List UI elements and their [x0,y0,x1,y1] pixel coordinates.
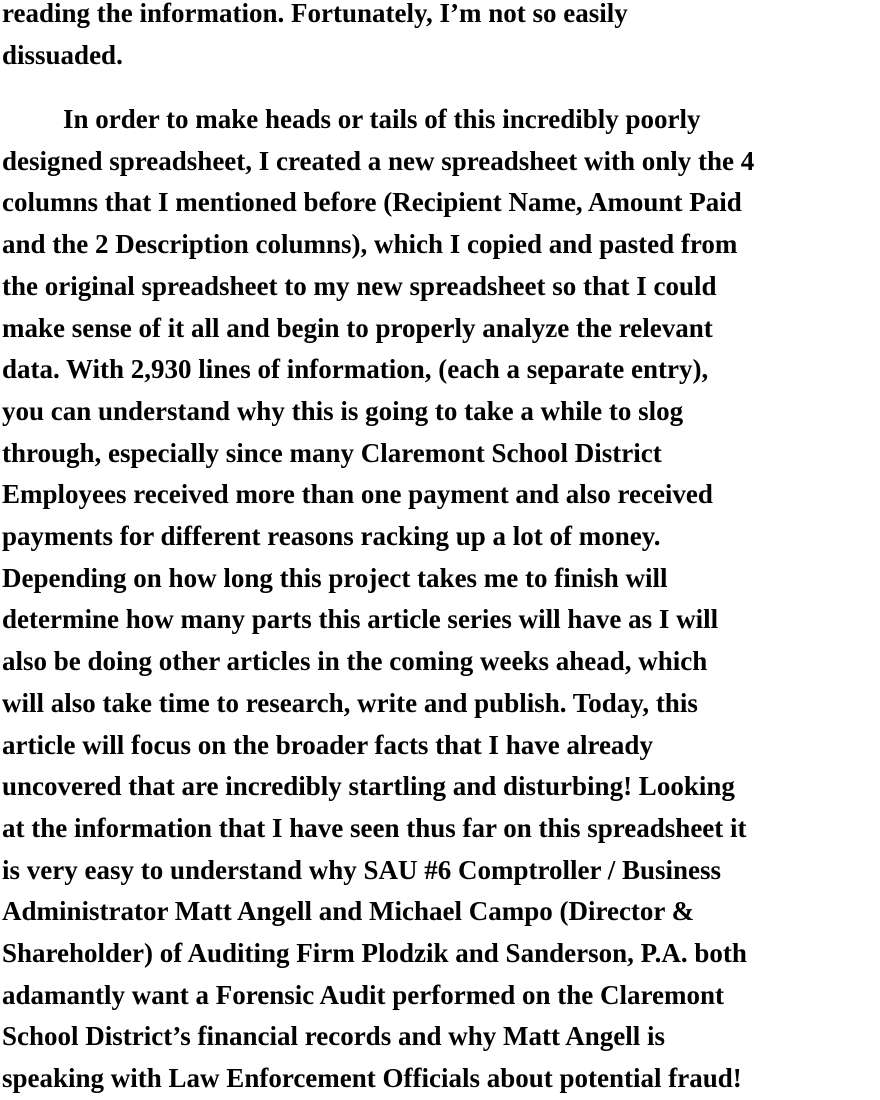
text-line: Employees received more than one payment and also received [2,479,713,510]
text-line: reading the information. Fortunately, I’m not so easily [2,0,628,28]
text-line: dissuaded. [2,39,123,70]
text-line: is very easy to understand why SAU #6 Comptroller / Business [2,854,722,885]
text-line: payments for different reasons racking up a lot of money. [2,521,661,552]
text-line: will also take time to research, write and publish. Today, this [2,687,698,718]
text-line: article will focus on the broader facts that I have already [2,729,653,760]
text-line: you can understand why this is going to take a while to slog [2,395,684,426]
text-line: designed spreadsheet, I created a new spreadsheet with only the 4 [2,145,755,176]
text-line: speaking with Law Enforcement Officials about potential fraud! [2,1063,742,1094]
text-line: make sense of it all and begin to properly analyze the relevant [2,312,713,343]
text-line: through, especially since many Claremont School District [2,437,662,468]
text-line: Administrator Matt Angell and Michael Campo (Director & [2,896,695,927]
text-line: also be doing other articles in the coming weeks ahead, which [2,646,708,677]
text-line-first [2,99,754,141]
paragraph-2 [2,99,754,1100]
text-line: the original spreadsheet to my new spreadsheet so that I could [2,270,717,301]
text-line: determine how many parts this article series will have as I will [2,604,719,635]
paragraph-1 [2,0,628,76]
text-line: at the information that I have seen thus far on this spreadsheet it [2,812,747,843]
text-line: uncovered that are incredibly startling and disturbing! Looking [2,771,735,802]
text-line-content: In order to make heads or tails of this incredibly poorly [63,104,701,134]
text-line: data. With 2,930 lines of information, (each a separate entry), [2,354,709,385]
text-line: columns that I mentioned before (Recipient Name, Amount Paid [2,187,742,218]
text-line: Shareholder) of Auditing Firm Plodzik and Sanderson, P.A. both [2,938,747,969]
text-line: and the 2 Description columns), which I copied and pasted from [2,229,738,260]
text-line: Depending on how long this project takes me to finish will [2,562,668,593]
text-line: adamantly want a Forensic Audit performed on the Claremont [2,979,724,1010]
text-line: School District’s financial records and why Matt Angell is [2,1021,665,1052]
